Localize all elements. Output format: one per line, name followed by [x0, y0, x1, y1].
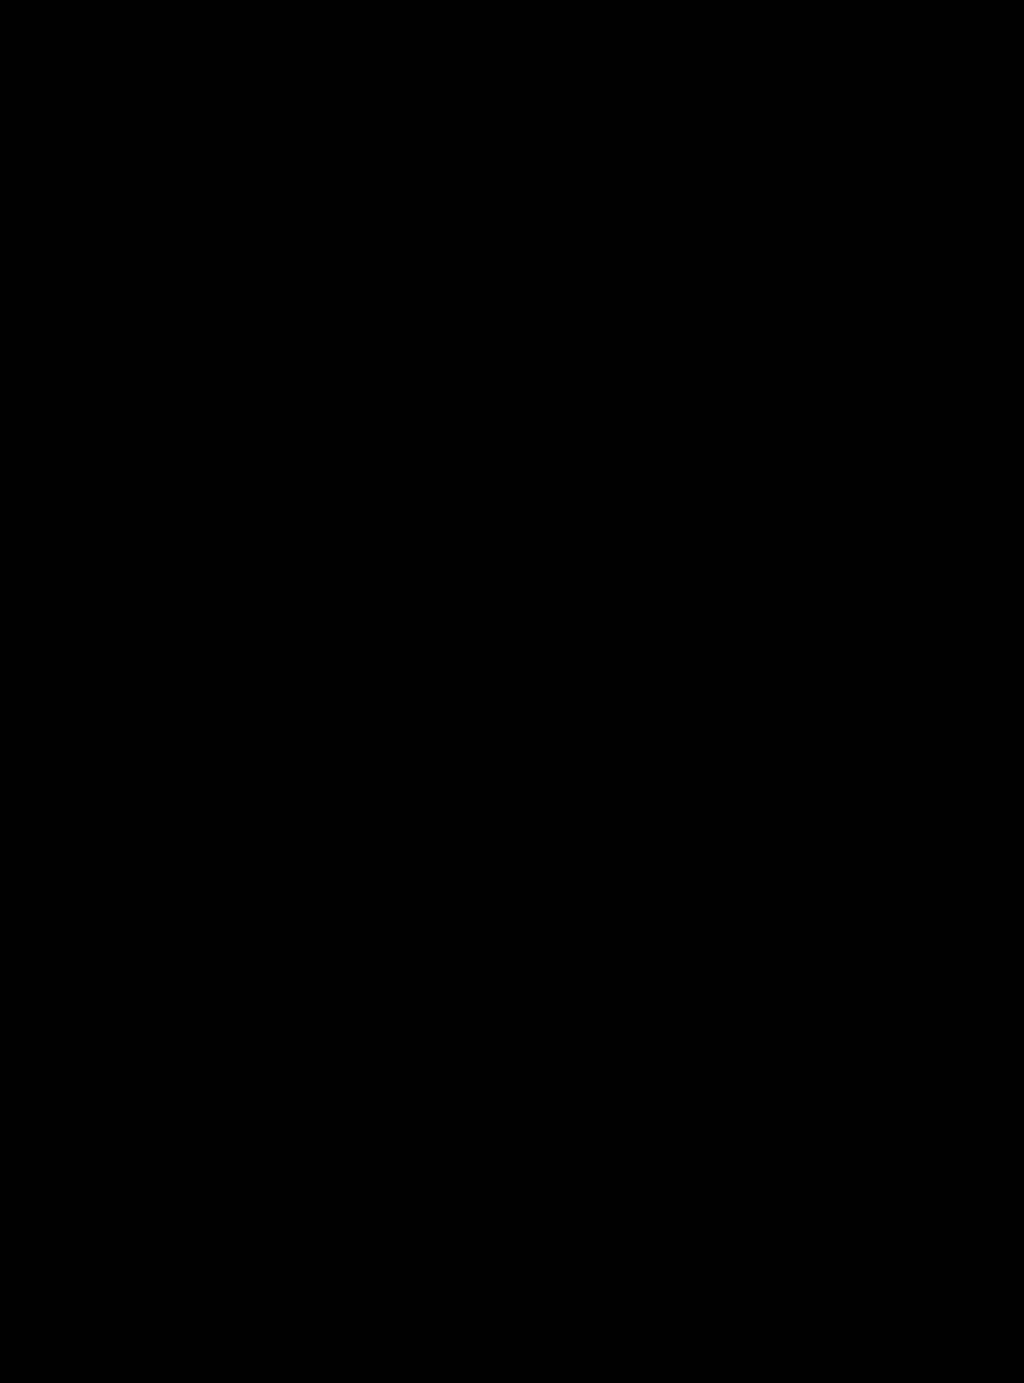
paragraph-insulation: [166, 387, 858, 498]
text-line: φυσιογνωμίας οι χριστιανικοί από τους μουσουλμανικούς οικίσκους διαφέρουν: [166, 1121, 858, 1140]
text-line: προεξοχές της στέγης βοηθούσαν στην αντιμετώπιση των υψηλών θερμοκρασιών: [166, 779, 858, 798]
text-line: υπήρχαν και υπάρχουν αρκετοί μεγάλοι χώροι που μπορούν πολύ όμορφα να: [166, 973, 858, 992]
page-number: 83: [504, 1318, 520, 1335]
header-subtitle: Ανισότητα και Ανομοιογένεια της Χωροταξικής Διάρθρωσης του Νομού Ξάνθης: [168, 74, 689, 91]
text-line: αξιοποιηθούν. Τα τελευταία χρόνια ωστόσο γίνονται σημαντικές προσπάθειες για: [166, 1010, 858, 1029]
text-line: Θερμομόνωση επιτυγχάνονταν με στρογγυλά αποφλοιωμένα ξύλα πάνω στα οποία: [166, 388, 858, 407]
paragraph-openings: [166, 305, 858, 379]
text-line: Τα δωμάτια ήταν χαμηλοτάβανα για αποθήκευση της θερμότητας.: [166, 661, 604, 680]
paragraph-permits: [166, 1252, 858, 1289]
running-header: [168, 50, 868, 94]
text-line: Η στέγη κατασκευάζονταν με απότομη κλίση για την αντιμετώπιση του χιονιού και: [166, 501, 858, 520]
text-line: είναι ανάλογη. Οι διαμορφωμένες πλατείες πριν μια δεκαετία ήταν ελάχιστες ενώ: [166, 936, 858, 955]
header-author: Καλεντζή Εντέο: [168, 52, 272, 69]
text-line: ακολουθούν την ίδια τύχη με αυτές των χριστιανικών οικισμών. Από πλευράς: [166, 1084, 858, 1103]
paragraph-ventilation: [166, 704, 858, 852]
section-heading: 2.7.2 Πεδινός Οικισμός: [166, 852, 335, 871]
text-line: σημαντικότερα κοινά χαρακτηριστικά είναι και τα ακόλουθα:: [166, 111, 573, 130]
paragraph-intro: [166, 110, 858, 147]
text-line: ασβεστοκονίαμα.: [166, 462, 282, 481]
paragraph-houses: [166, 580, 858, 654]
text-line: ισόγειο.: [166, 618, 219, 637]
text-line: Για τους οικισμούς του Ν. Ξάνθης δεν έχουν οριοθετηθεί οι οικοδομικές άδειες. Για: [166, 1253, 858, 1272]
text-line: Τα σπίτια ήταν υπερυψωμένα, με περισσότερα παράθυρα στον όροφο παρά στο: [166, 581, 858, 600]
text-line: τα δωμάτια καλύπτονταν από ξύλινα ταβάνια.: [166, 538, 470, 557]
text-line: έτσι ώστε τα σπίτια να προστατεύονται από τους ισχυρούς ανέμους των βουνών. Το: [166, 190, 858, 209]
text-line: σπίτι ζώνονταν με ξυλοδεσιές , σε διαστήματα περίπου ενός μέτρου, πάνω στις οποίες: [166, 227, 858, 246]
text-line: Η ύπαρξη ανοιχτών στεγασμένων χώρων, η παχιά τοιχοποιία, ο εξαερισμός του: [166, 705, 858, 724]
paragraph-rooms: [166, 660, 858, 697]
text-line: κτιρίου με τα ανασυρόμενα παράθυρα των οντάδων, η γύρω βλάστηση και οι: [166, 742, 858, 761]
header-line-1: [168, 50, 868, 72]
text-line: Στους πεδινούς χριστιανικούς αλλά και μουσουλμανικούς οικισμούς η κατάσταση: [166, 899, 858, 918]
text-line: οργανωμένη διαμόρφωση πλατειών. Παράλληλη υπάρχουν και παιδικές χαρές που: [166, 1047, 858, 1066]
text-line: μικρά έως και ανύπαρκτα.: [166, 343, 340, 362]
text-line: καρφώνονταν από τις δύο πλευρές καλάμια ή σανίδωμα και επιχρίονταν με: [166, 425, 858, 444]
text-fragment: τους θερινούς μήνες: [166, 816, 305, 835]
text-line: σημαντικά, από το γεγονός ότι στους πρώτους όλα τα σπίτια είναι ορατά ενώ στους: [166, 1158, 858, 1177]
text-line: σπίτι ιδιοκτήτη (Κατσιμίγας Κ., 1984, Κίζης Γ.,1990, Lalenis K., 2000).: [166, 1232, 641, 1251]
paragraph-roof: [166, 500, 858, 574]
text-line: Οι τοίχοι είναι χοντροί (πάχους 0.70-0.90 μ.) και με κύριο δομικό υλικό την πέτρα: [166, 153, 858, 172]
text-line: δεύτερους ψιλοί μανδροτοιχοι εμποδίζουν τον πεζό να δει εσωτερικά την αυλή και το: [166, 1195, 858, 1214]
text-line: [166, 815, 858, 852]
paragraph-lowland: [166, 898, 858, 1268]
paragraph-walls: [166, 152, 858, 300]
text-line: Τα ανοίγματα των τοίχων στις πλευρές με δυσμενή προσανατολισμό ήταν ιδιαίτερα: [166, 306, 858, 325]
header-title: ΝΟΜΟΣ ΞΑΝΘΗΣ:Η ΦΥΣΙΟΓΝΩΜΙΑ ΤΟΥ ΝΟΜΟΥ ΞΑΝΘΗΣ: [305, 52, 710, 69]
text-line: πατούσαν οι αντηρίδες των προεξοχών και του εξώστη.: [166, 264, 533, 283]
source-link[interactable]: (http://www.alex.eled.duth.gr/Orinos/Oreinos/Xanthi.htm).: [304, 816, 694, 835]
